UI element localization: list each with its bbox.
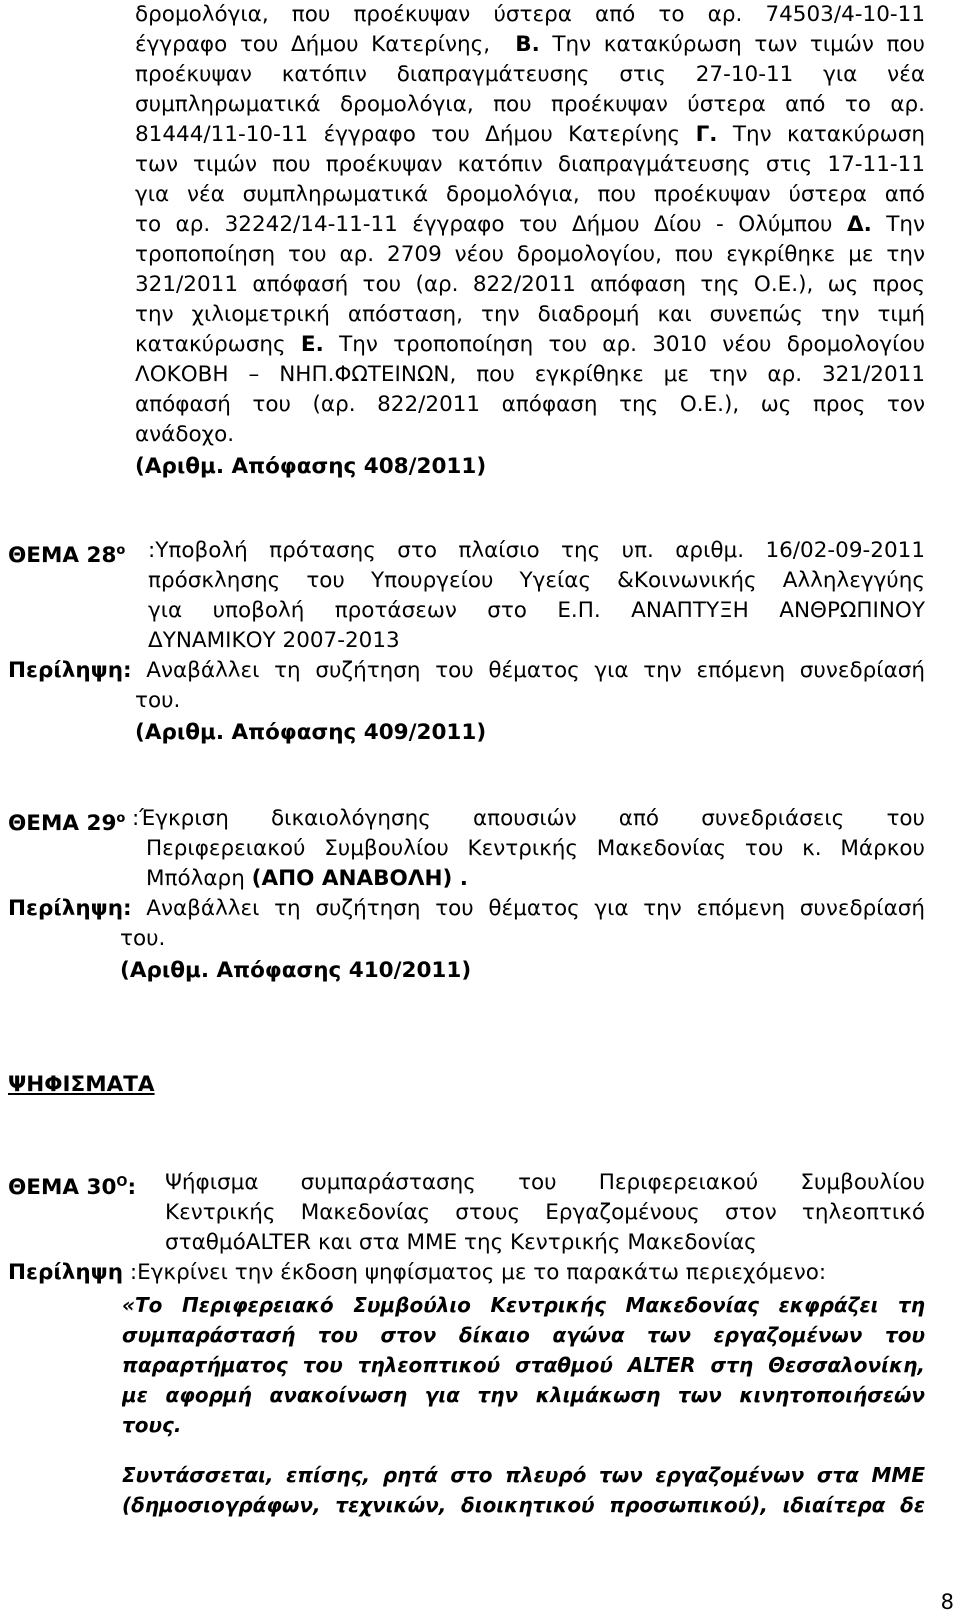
topic-30-summary: Περίληψη :Εγκρίνει την έκδοση ψηφίσματος με το παρακάτω περιεχόμενο: [8, 1260, 827, 1285]
paragraph-line: την χιλιομετρική απόσταση, την διαδρομή και συνεπώς την τιμή [135, 302, 925, 327]
resolution-text: (δημοσιογράφων, τεχνικών, διοικητικού προσωπικού), ιδιαίτερα δε [122, 1493, 925, 1517]
decision-number: (Αριθμ. Απόφασης 409/2011) [135, 720, 487, 745]
topic-28-summary: του. [135, 688, 181, 713]
topic-28-label: ΘΕΜΑ $28^o$ [8, 543, 126, 569]
topic-29-summary: του. [120, 926, 166, 951]
paragraph-line: ΛΟΚΟΒΗ – ΝΗΠ.ΦΩΤΕΙΝΩΝ, που εγκρίθηκε με την αρ. 321/2011 [135, 362, 925, 387]
paragraph-line: των τιμών που προέκυψαν κατόπιν διαπραγμάτευσης στις 17-11-11 [135, 152, 925, 177]
paragraph-line: τροποποίηση του αρ. 2709 νέου δρομολογίου, που εγκρίθηκε με την [135, 242, 925, 267]
topic-28-title: για υποβολή προτάσεων στο Ε.Π. ΑΝΑΠΤΥΞΗ ΑΝΘΡΩΠΙΝΟΥ [148, 598, 925, 623]
topic-30-title: σταθμόALTER και στα ΜΜΕ της Κεντρικής Μακεδονίας [165, 1230, 757, 1255]
topic-28-title: ΔΥΝΑΜΙΚΟΥ 2007-2013 [148, 628, 400, 653]
resolution-text: «Το Περιφερειακό Συμβούλιο Κεντρικής Μακεδονίας εκφράζει τη [122, 1293, 925, 1317]
decision-number: (Αριθμ. Απόφασης 410/2011) [120, 958, 472, 983]
topic-30-title: Κεντρικής Μακεδονίας στους Εργαζομένους στον τηλεοπτικό [165, 1200, 925, 1225]
topic-29-title: Περιφερειακού Συμβουλίου Κεντρικής Μακεδονίας του κ. Μάρκου [146, 836, 925, 861]
section-heading: ΨΗΦΙΣΜΑΤΑ [8, 1072, 155, 1097]
topic-29-summary: Περίληψη: Αναβάλλει τη συζήτηση του θέματος για την επόμενη συνεδρίασή [8, 896, 925, 921]
topic-29-title: Μπόλαρη (ΑΠΟ ΑΝΑΒΟΛΗ) . [146, 866, 468, 891]
paragraph-line: προέκυψαν κατόπιν διαπραγμάτευσης στις 27-10-11 για νέα [135, 62, 925, 87]
paragraph-line: κατακύρωσης Ε. Την τροποποίηση του αρ. 3010 νέου δρομολογίου [135, 332, 925, 357]
resolution-text: παραρτήματος του τηλεοπτικού σταθμού ALTER στη Θεσσαλονίκη, [122, 1353, 925, 1377]
paragraph-line: 81444/11-10-11 έγγραφο του Δήμου Κατερίνης Γ. Την κατακύρωση [135, 122, 925, 147]
topic-28-summary: Περίληψη: Αναβάλλει τη συζήτηση του θέματος για την επόμενη συνεδρίασή [8, 658, 925, 683]
topic-28-title: πρόσκλησης του Υπουργείου Υγείας &Κοινωνικής Αλληλεγγύης [148, 568, 925, 593]
paragraph-line: 321/2011 απόφασή του (αρ. 822/2011 απόφαση της Ο.Ε.), ως προς [135, 272, 925, 297]
paragraph-line: συμπληρωματικά δρομολόγια, που προέκυψαν ύστερα από το αρ. [135, 92, 925, 117]
resolution-text: με αφορμή ανακοίνωση για την κλιμάκωση των κινητοποιήσεών [122, 1383, 925, 1407]
topic-30-title: Ψήφισμα συμπαράστασης του Περιφερειακού Συμβουλίου [165, 1170, 925, 1195]
page-number: 8 [940, 1590, 954, 1614]
paragraph-line: έγγραφο του Δήμου Κατερίνης, Β. Την κατακύρωση των τιμών που [135, 32, 925, 57]
topic-29-label: ΘΕΜΑ $29^o$ [8, 811, 126, 837]
decision-number: (Αριθμ. Απόφασης 408/2011) [135, 454, 487, 479]
paragraph-line: απόφασή του (αρ. 822/2011 απόφαση της Ο.Ε.), ως προς τον [135, 392, 925, 417]
topic-28-title: :Υποβολή πρότασης στο πλαίσιο της υπ. αριθμ. 16/02-09-2011 [148, 538, 925, 563]
paragraph-line: για νέα συμπληρωματικά δρομολόγια, που προέκυψαν ύστερα από [135, 182, 925, 207]
paragraph-line: ανάδοχο. [135, 422, 235, 447]
topic-30-label: ΘΕΜΑ $30^O$: [8, 1175, 137, 1201]
resolution-text: Συντάσσεται, επίσης, ρητά στο πλευρό των εργαζομένων στα ΜΜΕ [122, 1463, 925, 1487]
resolution-text: συμπαράστασή του στον δίκαιο αγώνα των εργαζομένων του [122, 1323, 925, 1347]
resolution-text: τους. [122, 1413, 182, 1437]
paragraph-line: δρομολόγια, που προέκυψαν ύστερα από το αρ. 74503/4-10-11 [135, 2, 925, 27]
topic-29-title: :Έγκριση δικαιολόγησης απουσιών από συνεδριάσεις του [132, 806, 925, 831]
paragraph-line: το αρ. 32242/14-11-11 έγγραφο του Δήμου Δίου - Ολύμπου Δ. Την [135, 212, 925, 237]
